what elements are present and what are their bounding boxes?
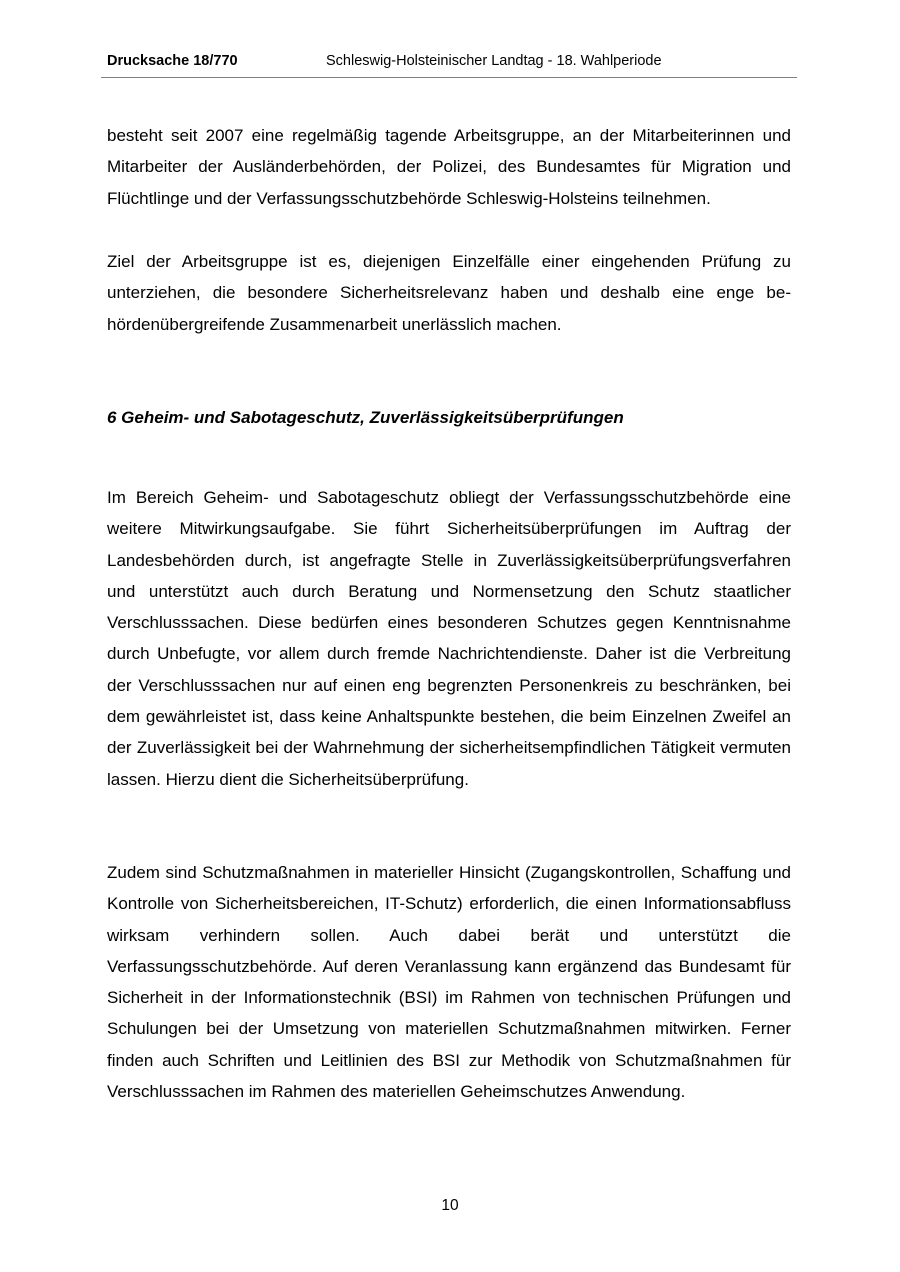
paragraph-working-group-goal: Ziel der Arbeitsgruppe ist es, diejenigen Einzelfälle einer eingehenden Prüfung zu unterziehen, die besondere Sicherheitsrelevanz haben und deshalb eine enge behördenübergreifende Zusammenarbeit unerlässlich machen. (107, 252, 791, 334)
page-number: 10 (441, 1197, 459, 1214)
page-header (101, 50, 797, 78)
document-number: Drucksache 18/770 (107, 53, 238, 69)
section-heading: 6 Geheim- und Sabotageschutz, Zuverlässigkeitsüberprüfungen (107, 408, 624, 427)
paragraph-working-group: besteht seit 2007 eine regelmäßig tagende Arbeitsgruppe, an der Mitarbeiterinnen und Mitarbeiter der Ausländerbehörden, der Polizei, des Bundesamtes für Migration und Flüchtlinge und der Verfassungsschutzbehörde Schleswig-Holsteins teilnehmen. (107, 126, 791, 208)
paragraph-secrecy-protection: Im Bereich Geheim- und Sabotageschutz obliegt der Verfassungsschutzbehörde eine weitere Mitwirkungsaufgabe. Sie führt Sicherheitsüberprüfungen im Auftrag der Landesbehörden durch, ist angefragte Stelle in Zuverlässigkeitsüberprüfungsverfahren und unterstützt auch durch Beratung und Normensetzung den Schutz staatlicher Verschlusssachen. Diese bedürfen eines besonderen Schutzes gegen Kenntnisnahme durch Unbefugte, vor allem durch fremde Nachrichtendienste. Daher ist die Verbreitung der Verschlusssachen nur auf einen eng begrenzten Personenkreis zu beschränken, bei dem gewährleistet ist, dass keine Anhaltspunkte bestehen, die beim Einzelnen Zweifel an der Zuverlässigkeit bei der Wahrnehmung der sicherheitsempfindlichen Tätigkeit vermuten lassen. Hierzu dient die Sicherheitsüberprüfung. (107, 488, 791, 789)
document-title: Schleswig-Holsteinischer Landtag - 18. Wahlperiode (326, 53, 662, 69)
paragraph-protective-measures: Zudem sind Schutzmaßnahmen in materieller Hinsicht (Zugangskontrollen, Schaffung und Kontrolle von Sicherheitsbereichen, IT-Schutz) erforderlich, die einen Informationsabfluss wirksam verhindern sollen. Auch dabei berät und unterstützt die Verfassungsschutzbehörde. Auf deren Veranlassung kann ergänzend das Bundesamt für Sicherheit in der Informationstechnik (BSI) im Rahmen von technischen Prüfungen und Schulungen bei der Umsetzung von materiellen Schutzmaßnahmen mitwirken. Ferner finden auch Schriften und Leitlinien des BSI zur Methodik von Schutzmaßnahmen für Verschlusssachen im Rahmen des materiellen Geheimschutzes Anwendung. (107, 863, 791, 1102)
